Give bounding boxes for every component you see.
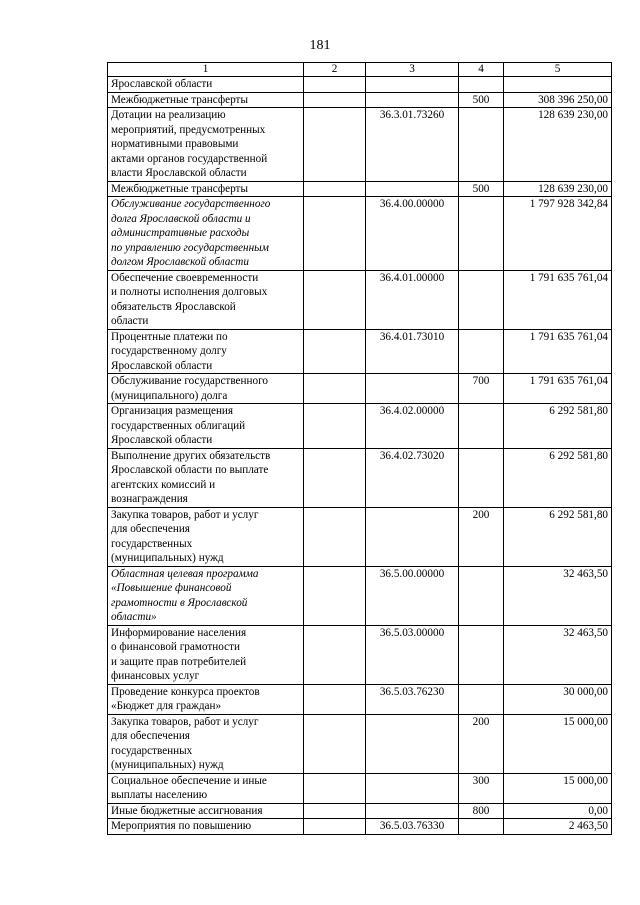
row-col2-cell — [304, 92, 366, 108]
row-expense-type-cell — [459, 329, 504, 374]
row-name-text: Организация размещения государственных облигаций Ярославской области — [111, 405, 246, 446]
row-code-cell — [366, 507, 459, 566]
row-expense-type-cell — [459, 773, 504, 803]
row-name-text: Дотации на реализацию мероприятий, предусмотренных нормативными правовыми актами органов государственной власти Ярославской области — [111, 109, 268, 179]
row-expense-type-cell — [459, 374, 504, 404]
row-amount-cell — [504, 684, 612, 714]
row-col2-cell — [304, 197, 366, 271]
column-header-1: 1 — [108, 63, 304, 77]
row-name-cell — [108, 625, 304, 684]
row-expense-type-cell — [459, 714, 504, 773]
row-code-text: 36.4.02.00000 — [379, 405, 445, 417]
row-col2-cell — [304, 181, 366, 197]
row-amount-cell — [504, 108, 612, 182]
row-amount-text: 1 797 928 342,84 — [529, 198, 608, 210]
row-name-text: Информирование населения о финансовой грамотности и защите прав потребителей финансовых услуг — [111, 626, 247, 682]
row-col2-cell — [304, 329, 366, 374]
row-name-cell — [108, 773, 304, 803]
row-code-text: 36.5.00.00000 — [379, 567, 445, 580]
row-amount-text: 1 791 635 761,04 — [529, 271, 608, 284]
row-amount-cell — [504, 507, 612, 566]
row-name-cell — [108, 714, 304, 773]
row-amount-cell — [504, 404, 612, 449]
row-expense-type-text: 800 — [472, 804, 490, 817]
row-name-cell — [108, 108, 304, 182]
row-col2-cell — [304, 507, 366, 566]
row-expense-type-text: 500 — [472, 182, 490, 195]
table-row — [108, 108, 612, 182]
row-expense-type-cell — [459, 197, 504, 271]
row-expense-type-cell — [459, 404, 504, 449]
row-code-cell — [366, 714, 459, 773]
row-expense-type-text: 500 — [472, 93, 490, 106]
row-col2-cell — [304, 773, 366, 803]
row-col2-cell — [304, 448, 366, 507]
row-code-cell — [366, 92, 459, 108]
table-row — [108, 773, 612, 803]
row-expense-type-cell — [459, 92, 504, 108]
table-row — [108, 374, 612, 404]
row-amount-text: 32 463,50 — [563, 626, 608, 639]
row-name-text: Мероприятия по повышению — [111, 820, 252, 832]
row-amount-cell — [504, 270, 612, 329]
row-expense-type-text: 200 — [472, 508, 490, 521]
row-amount-cell — [504, 819, 612, 835]
row-col2-cell — [304, 404, 366, 449]
row-amount-cell — [504, 77, 612, 93]
column-header-2: 2 — [304, 63, 366, 77]
row-amount-cell — [504, 329, 612, 374]
table-row — [108, 684, 612, 714]
row-name-text: Обслуживание государственного (муниципального) долга — [111, 375, 268, 402]
row-name-text: Обеспечение своевременности и полноты исполнения долговых обязательств Ярославской области — [111, 271, 268, 327]
table-row — [108, 803, 612, 819]
row-name-cell — [108, 374, 304, 404]
row-code-cell — [366, 77, 459, 93]
row-expense-type-cell — [459, 181, 504, 197]
row-name-cell — [108, 404, 304, 449]
row-amount-cell — [504, 197, 612, 271]
row-name-text: Межбюджетные трансферты — [111, 182, 248, 195]
table-row — [108, 566, 612, 625]
row-code-cell — [366, 374, 459, 404]
row-amount-text: 0,00 — [588, 804, 608, 817]
row-name-text: Процентные платежи по государственному долгу Ярославской области — [111, 330, 228, 372]
row-code-cell — [366, 448, 459, 507]
row-expense-type-cell — [459, 566, 504, 625]
row-code-cell — [366, 773, 459, 803]
column-header-5: 5 — [504, 63, 612, 77]
row-name-cell — [108, 92, 304, 108]
row-name-cell — [108, 684, 304, 714]
row-name-text: Ярославской области — [111, 78, 213, 90]
row-amount-text: 1 791 635 761,04 — [529, 330, 608, 343]
row-col2-cell — [304, 108, 366, 182]
row-name-cell — [108, 803, 304, 819]
table-row — [108, 404, 612, 449]
row-expense-type-cell — [459, 270, 504, 329]
row-amount-text: 308 396 250,00 — [538, 93, 608, 106]
row-code-cell — [366, 197, 459, 271]
row-amount-cell — [504, 92, 612, 108]
row-code-cell — [366, 181, 459, 197]
row-expense-type-cell — [459, 819, 504, 835]
row-col2-cell — [304, 803, 366, 819]
row-col2-cell — [304, 566, 366, 625]
table-row — [108, 507, 612, 566]
column-header-3: 3 — [366, 63, 459, 77]
row-name-text: Социальное обеспечение и иные выплаты населению — [111, 774, 267, 801]
row-amount-cell — [504, 566, 612, 625]
table-row — [108, 77, 612, 93]
column-header-4: 4 — [459, 63, 504, 77]
row-amount-cell — [504, 714, 612, 773]
row-amount-cell — [504, 374, 612, 404]
row-expense-type-cell — [459, 77, 504, 93]
row-expense-type-text: 700 — [472, 375, 490, 387]
table-row — [108, 819, 612, 835]
row-code-cell — [366, 819, 459, 835]
row-amount-text: 15 000,00 — [563, 774, 608, 787]
row-code-text: 36.4.02.73020 — [379, 449, 445, 462]
row-name-text: Областная целевая программа «Повышение финансовой грамотности в Ярославской области» — [111, 567, 259, 623]
row-code-text: 36.4.00.00000 — [379, 198, 445, 210]
row-code-cell — [366, 329, 459, 374]
row-col2-cell — [304, 374, 366, 404]
row-name-text: Выполнение других обязательств Ярославской области по выплате агентских комиссий и вознаграждения — [111, 449, 271, 505]
table-row — [108, 197, 612, 271]
row-col2-cell — [304, 77, 366, 93]
table-row — [108, 181, 612, 197]
row-col2-cell — [304, 625, 366, 684]
row-name-cell — [108, 448, 304, 507]
row-name-cell — [108, 181, 304, 197]
row-name-cell — [108, 270, 304, 329]
row-expense-type-cell — [459, 625, 504, 684]
table-row — [108, 270, 612, 329]
row-code-cell — [366, 684, 459, 714]
row-amount-text: 128 639 230,00 — [538, 109, 608, 121]
row-code-text: 36.5.03.00000 — [379, 626, 445, 639]
row-expense-type-cell — [459, 684, 504, 714]
table-row — [108, 625, 612, 684]
table-row — [108, 714, 612, 773]
row-code-text: 36.4.01.73010 — [379, 330, 445, 343]
row-amount-cell — [504, 773, 612, 803]
row-amount-cell — [504, 625, 612, 684]
row-code-text: 36.3.01.73260 — [379, 109, 445, 121]
row-amount-cell — [504, 181, 612, 197]
row-amount-text: 15 000,00 — [563, 715, 608, 728]
row-expense-type-text: 200 — [472, 715, 490, 728]
budget-table — [107, 62, 612, 835]
row-name-text: Межбюджетные трансферты — [111, 93, 248, 106]
row-col2-cell — [304, 714, 366, 773]
row-name-text: Закупка товаров, работ и услуг для обеспечения государственных (муниципальных) нужд — [111, 715, 259, 771]
row-code-cell — [366, 270, 459, 329]
row-amount-text: 128 639 230,00 — [538, 182, 608, 195]
row-expense-type-cell — [459, 803, 504, 819]
row-expense-type-cell — [459, 507, 504, 566]
table-row — [108, 329, 612, 374]
row-code-cell — [366, 625, 459, 684]
row-expense-type-cell — [459, 448, 504, 507]
row-name-cell — [108, 197, 304, 271]
row-name-cell — [108, 566, 304, 625]
row-expense-type-text: 300 — [472, 774, 490, 787]
row-code-cell — [366, 404, 459, 449]
row-code-cell — [366, 566, 459, 625]
page-number: 181 — [309, 38, 331, 53]
row-amount-text: 1 791 635 761,04 — [529, 375, 608, 387]
table-row — [108, 92, 612, 108]
table-row — [108, 448, 612, 507]
row-amount-cell — [504, 803, 612, 819]
row-amount-text: 32 463,50 — [563, 567, 608, 580]
row-amount-text: 30 000,00 — [563, 685, 608, 698]
row-name-text: Проведение конкурса проектов «Бюджет для граждан» — [111, 685, 260, 712]
row-amount-cell — [504, 448, 612, 507]
row-name-text: Обслуживание государственного долга Ярославской области и административные расходы по управлению государственным долгом Ярославской области — [111, 198, 271, 268]
row-name-cell — [108, 329, 304, 374]
budget-table-body — [108, 63, 612, 835]
row-amount-text: 2 463,50 — [568, 820, 608, 832]
row-expense-type-cell — [459, 108, 504, 182]
row-name-cell — [108, 77, 304, 93]
row-name-text: Закупка товаров, работ и услуг для обеспечения государственных (муниципальных) нужд — [111, 508, 259, 564]
row-code-text: 36.5.03.76330 — [379, 820, 445, 832]
row-code-cell — [366, 108, 459, 182]
column-number-row — [108, 63, 612, 77]
row-col2-cell — [304, 684, 366, 714]
row-name-cell — [108, 507, 304, 566]
row-col2-cell — [304, 819, 366, 835]
row-code-text: 36.5.03.76230 — [379, 685, 445, 698]
row-col2-cell — [304, 270, 366, 329]
row-code-text: 36.4.01.00000 — [379, 271, 445, 284]
row-name-cell — [108, 819, 304, 835]
row-amount-text: 6 292 581,80 — [549, 405, 608, 417]
row-code-cell — [366, 803, 459, 819]
row-name-text: Иные бюджетные ассигнования — [111, 804, 263, 817]
row-amount-text: 6 292 581,80 — [549, 449, 608, 462]
row-amount-text: 6 292 581,80 — [549, 508, 608, 521]
